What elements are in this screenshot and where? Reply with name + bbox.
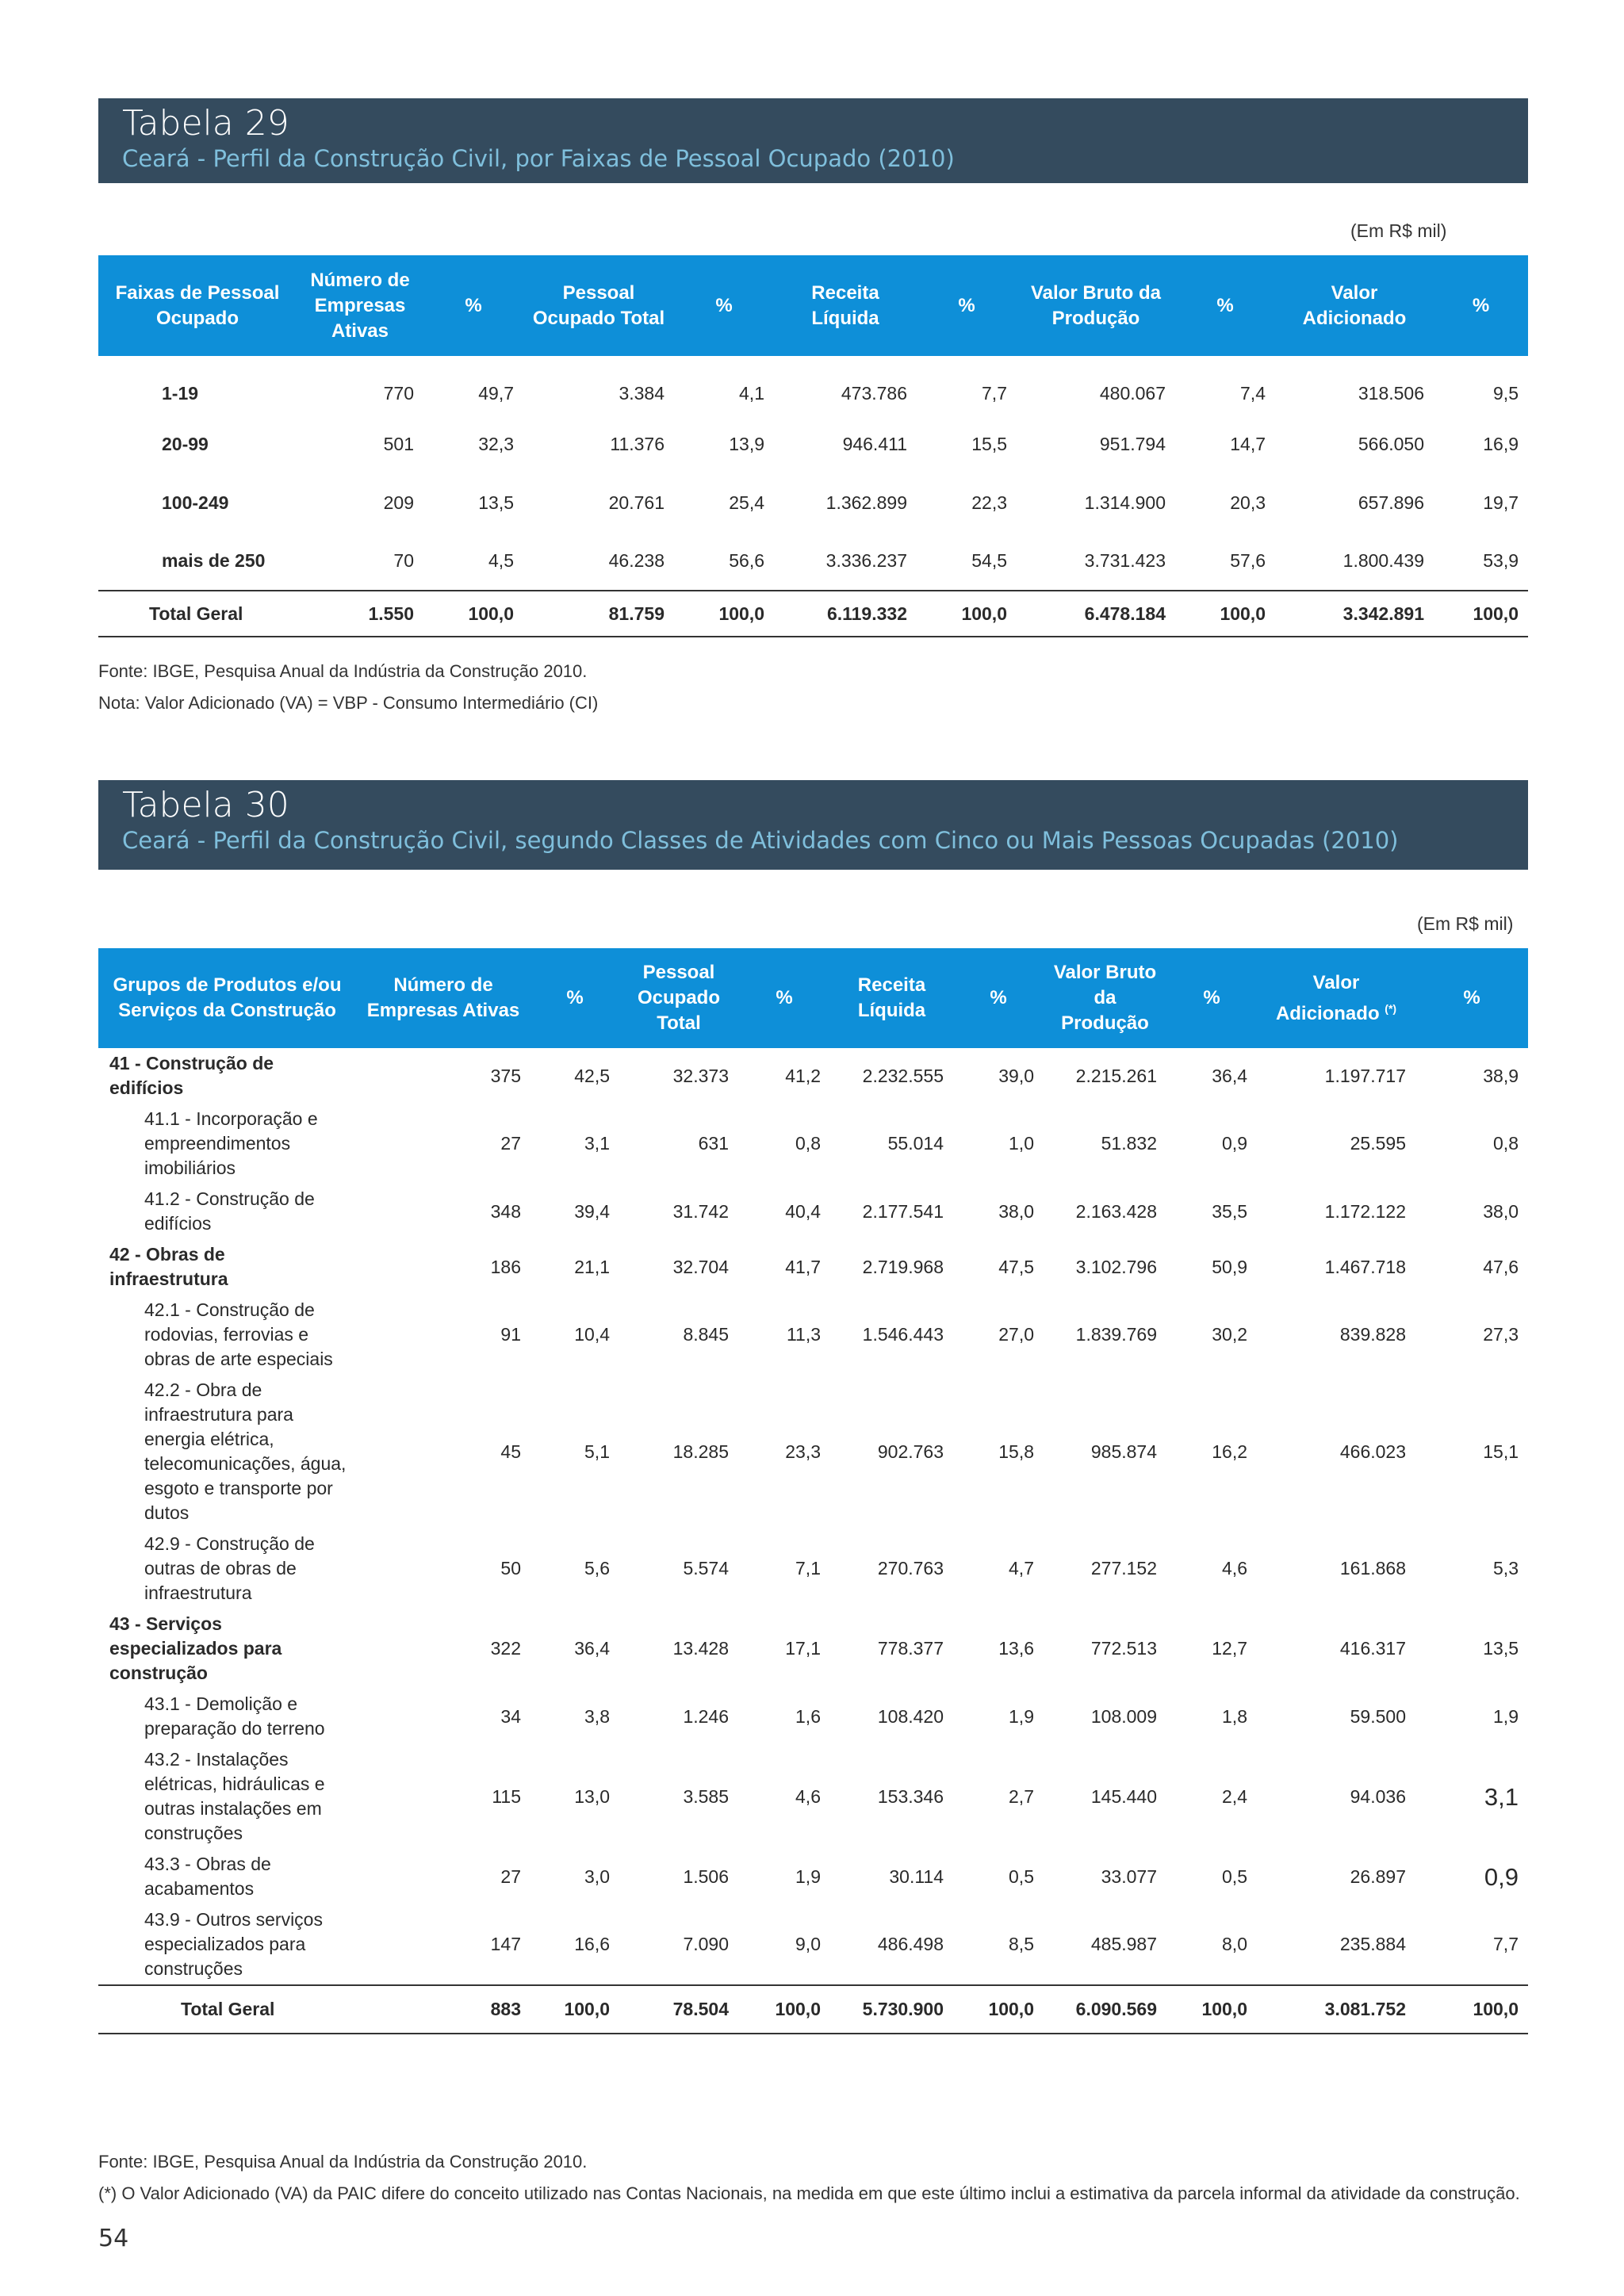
table-cell: 4,5 bbox=[488, 550, 514, 571]
table-cell: 209 bbox=[383, 492, 414, 513]
row-label: 43.1 - Demolição e preparação do terreno bbox=[144, 1693, 325, 1739]
table-row bbox=[98, 1184, 1528, 1239]
table-cell: 0,9 bbox=[1222, 1133, 1247, 1154]
table-30-body bbox=[98, 1048, 1528, 2034]
total-label: Total Geral bbox=[98, 1985, 356, 2034]
table-cell: 416.317 bbox=[1339, 1638, 1406, 1659]
row-label: 42 - Obras de infraestrutura bbox=[109, 1244, 228, 1289]
table-cell: 1.839.769 bbox=[1075, 1324, 1157, 1345]
table-cell: 59.500 bbox=[1350, 1705, 1406, 1727]
table-cell: 57,6 bbox=[1230, 550, 1266, 571]
row-label: 1-19 bbox=[162, 382, 199, 404]
table-cell: 115 bbox=[492, 1785, 521, 1807]
table-cell: 16,2 bbox=[1212, 1441, 1247, 1462]
table-row bbox=[98, 1529, 1528, 1609]
table-cell: 91 bbox=[500, 1324, 521, 1345]
table-cell: 8.845 bbox=[683, 1324, 729, 1345]
row-label: 43.3 - Obras de acabamentos bbox=[144, 1854, 271, 1899]
table-29-title: Tabela 29 bbox=[122, 103, 289, 144]
table-cell: 1,9 bbox=[795, 1866, 821, 1887]
column-header: Pessoal Ocupado Total bbox=[619, 948, 738, 1048]
table-cell: 0,8 bbox=[795, 1133, 821, 1154]
table-cell: 16,9 bbox=[1483, 433, 1519, 454]
table-cell: 778.377 bbox=[877, 1638, 944, 1659]
column-header: % bbox=[530, 948, 619, 1048]
total-cell: 883 bbox=[356, 1985, 530, 2034]
column-header: % bbox=[1166, 948, 1257, 1048]
table-cell: 25,4 bbox=[729, 492, 764, 513]
column-header: Receita Líquida bbox=[830, 948, 953, 1048]
table-29-banner bbox=[98, 98, 1528, 183]
total-cell: 100,0 bbox=[1166, 1985, 1257, 2034]
total-cell: 100,0 bbox=[1434, 591, 1528, 637]
table-cell: 13,5 bbox=[1483, 1638, 1519, 1659]
footnote-mark: (*) bbox=[1385, 1001, 1397, 1015]
table-cell: 94.036 bbox=[1350, 1785, 1406, 1807]
table-cell: 5,6 bbox=[584, 1558, 610, 1578]
column-header: Faixas de Pessoal Ocupado bbox=[98, 255, 297, 356]
table-cell: 480.067 bbox=[1099, 382, 1166, 404]
table-cell: 14,7 bbox=[1230, 433, 1266, 454]
table-30-source: Fonte: IBGE, Pesquisa Anual da Indústria da Construção 2010. bbox=[98, 2152, 588, 2172]
table-cell: 2,4 bbox=[1222, 1785, 1247, 1807]
table-29-note: Nota: Valor Adicionado (VA) = VBP - Consumo Intermediário (CI) bbox=[98, 693, 599, 713]
total-cell: 100,0 bbox=[674, 591, 774, 637]
table-cell: 2.163.428 bbox=[1075, 1200, 1157, 1222]
table-cell: 5,1 bbox=[584, 1441, 610, 1462]
table-29-body bbox=[98, 356, 1528, 637]
table-cell: 348 bbox=[490, 1200, 521, 1222]
table-cell: 15,8 bbox=[998, 1441, 1034, 1462]
table-cell: 30.114 bbox=[889, 1866, 944, 1887]
table-cell: 26.897 bbox=[1350, 1866, 1406, 1887]
row-label: 41 - Construção de edifícios bbox=[109, 1053, 274, 1098]
table-cell: 30,2 bbox=[1212, 1324, 1247, 1345]
column-header: Receita Líquida bbox=[774, 255, 917, 356]
table-cell: 3,8 bbox=[584, 1705, 610, 1727]
table-cell: 0,9 bbox=[1484, 1862, 1519, 1891]
total-cell: 6.478.184 bbox=[1017, 591, 1175, 637]
row-label: 42.2 - Obra de infraestrutura para energia elétrica, telecomunicações, água, esgoto e transporte por dutos bbox=[144, 1380, 347, 1523]
table-cell: 322 bbox=[490, 1638, 521, 1659]
table-cell: 1,9 bbox=[1493, 1705, 1519, 1727]
table-cell: 145.440 bbox=[1090, 1785, 1157, 1807]
table-cell: 3.384 bbox=[619, 382, 665, 404]
table-cell: 3.336.237 bbox=[825, 550, 907, 571]
table-row bbox=[98, 532, 1528, 591]
table-29-header-row bbox=[98, 255, 1528, 356]
column-header: % bbox=[1434, 255, 1528, 356]
total-label: Total Geral bbox=[98, 591, 297, 637]
table-cell: 485.987 bbox=[1090, 1934, 1157, 1954]
total-cell: 1.550 bbox=[297, 591, 423, 637]
table-cell: 35,5 bbox=[1212, 1200, 1247, 1222]
total-cell: 100,0 bbox=[738, 1985, 830, 2034]
table-cell: 27 bbox=[500, 1866, 521, 1887]
table-cell: 7,4 bbox=[1240, 382, 1266, 404]
table-cell: 2.232.555 bbox=[862, 1065, 944, 1086]
table-cell: 0,8 bbox=[1493, 1133, 1519, 1154]
table-cell: 56,6 bbox=[729, 550, 764, 571]
table-cell: 4,6 bbox=[795, 1785, 821, 1807]
total-row bbox=[98, 591, 1528, 637]
total-cell: 100,0 bbox=[1175, 591, 1275, 637]
table-cell: 5.574 bbox=[683, 1558, 729, 1578]
table-row bbox=[98, 1689, 1528, 1744]
table-cell: 27 bbox=[500, 1133, 521, 1154]
table-cell: 1.467.718 bbox=[1324, 1256, 1406, 1277]
table-cell: 17,1 bbox=[785, 1638, 821, 1659]
table-cell: 47,5 bbox=[998, 1256, 1034, 1277]
table-cell: 20,3 bbox=[1230, 492, 1266, 513]
row-label: 41.1 - Incorporação e empreendimentos imobiliários bbox=[144, 1108, 318, 1178]
table-cell: 13,5 bbox=[478, 492, 514, 513]
table-cell: 36,4 bbox=[1212, 1065, 1247, 1086]
table-row bbox=[98, 356, 1528, 415]
table-cell: 7,1 bbox=[795, 1558, 821, 1578]
table-cell: 1,0 bbox=[1009, 1133, 1034, 1154]
table-cell: 41,2 bbox=[785, 1065, 821, 1086]
column-header: % bbox=[953, 948, 1044, 1048]
table-cell: 1,6 bbox=[795, 1705, 821, 1727]
table-cell: 54,5 bbox=[971, 550, 1007, 571]
table-cell: 951.794 bbox=[1099, 433, 1166, 454]
column-header: Grupos de Produtos e/ou Serviços da Construção bbox=[98, 948, 356, 1048]
table-cell: 946.411 bbox=[842, 433, 907, 454]
column-header: Número de Empresas Ativas bbox=[297, 255, 423, 356]
table-cell: 13,9 bbox=[729, 433, 764, 454]
table-cell: 8,0 bbox=[1222, 1934, 1247, 1954]
table-cell: 15,5 bbox=[971, 433, 1007, 454]
table-cell: 34 bbox=[500, 1705, 521, 1727]
table-cell: 49,7 bbox=[478, 382, 514, 404]
table-cell: 2.177.541 bbox=[862, 1200, 944, 1222]
table-cell: 8,5 bbox=[1009, 1934, 1034, 1954]
table-cell: 38,9 bbox=[1483, 1065, 1519, 1086]
column-header: Número de Empresas Ativas bbox=[356, 948, 530, 1048]
column-header: % bbox=[917, 255, 1017, 356]
row-label: 42.9 - Construção de outras de obras de infraestrutura bbox=[144, 1533, 315, 1603]
table-cell: 11.376 bbox=[610, 433, 665, 454]
table-cell: 4,7 bbox=[1009, 1558, 1034, 1578]
table-cell: 27,3 bbox=[1483, 1324, 1519, 1345]
table-cell: 161.868 bbox=[1339, 1558, 1406, 1578]
table-cell: 50 bbox=[500, 1558, 521, 1578]
table-cell: 7,7 bbox=[982, 382, 1007, 404]
table-cell: 53,9 bbox=[1483, 550, 1519, 571]
table-cell: 7,7 bbox=[1493, 1934, 1519, 1954]
total-cell: 100,0 bbox=[953, 1985, 1044, 2034]
table-30-note: (*) O Valor Adicionado (VA) da PAIC difere do conceito utilizado nas Contas Nacionais, na medida em que este último inclui a estimativa da parcela informal da atividade da construção. bbox=[98, 2183, 1520, 2203]
row-label: 43.2 - Instalações elétricas, hidráulicas e outras instalações em construções bbox=[144, 1749, 325, 1843]
table-30 bbox=[98, 948, 1528, 2034]
table-cell: 501 bbox=[383, 433, 414, 454]
table-cell: 1,8 bbox=[1222, 1705, 1247, 1727]
table-cell: 36,4 bbox=[574, 1638, 610, 1659]
table-cell: 1.362.899 bbox=[825, 492, 907, 513]
table-cell: 70 bbox=[393, 550, 414, 571]
table-cell: 1.246 bbox=[683, 1705, 729, 1727]
table-cell: 23,3 bbox=[785, 1441, 821, 1462]
table-cell: 39,0 bbox=[998, 1065, 1034, 1086]
table-cell: 4,1 bbox=[739, 382, 764, 404]
table-cell: 11,3 bbox=[786, 1324, 821, 1345]
table-cell: 19,7 bbox=[1483, 492, 1519, 513]
table-29-unit: (Em R$ mil) bbox=[1350, 220, 1447, 241]
table-cell: 1.546.443 bbox=[862, 1324, 944, 1345]
table-cell: 186 bbox=[490, 1256, 521, 1277]
table-cell: 15,1 bbox=[1483, 1441, 1519, 1462]
table-cell: 375 bbox=[490, 1065, 521, 1086]
table-cell: 270.763 bbox=[877, 1558, 944, 1578]
table-cell: 22,3 bbox=[971, 492, 1007, 513]
table-cell: 1.506 bbox=[683, 1866, 729, 1887]
table-cell: 277.152 bbox=[1090, 1558, 1157, 1578]
column-header: Pessoal Ocupado Total bbox=[523, 255, 674, 356]
table-cell: 27,0 bbox=[998, 1324, 1034, 1345]
table-29-subtitle: Ceará - Perfil da Construção Civil, por Faixas de Pessoal Ocupado (2010) bbox=[122, 145, 955, 172]
table-30-title: Tabela 30 bbox=[122, 785, 289, 825]
column-header: % bbox=[738, 948, 830, 1048]
total-cell: 5.730.900 bbox=[830, 1985, 953, 2034]
table-cell: 31.742 bbox=[672, 1200, 729, 1222]
table-30-unit: (Em R$ mil) bbox=[1417, 913, 1514, 934]
table-cell: 3.585 bbox=[683, 1785, 729, 1807]
table-cell: 486.498 bbox=[877, 1934, 944, 1954]
column-header: % bbox=[423, 255, 523, 356]
table-cell: 1.314.900 bbox=[1084, 492, 1166, 513]
table-cell: 631 bbox=[698, 1133, 729, 1154]
table-cell: 466.023 bbox=[1339, 1441, 1406, 1462]
total-cell: 3.081.752 bbox=[1257, 1985, 1415, 2034]
table-row bbox=[98, 1104, 1528, 1184]
table-row bbox=[98, 1744, 1528, 1849]
total-row bbox=[98, 1985, 1528, 2034]
column-header: Valor Adicionado (*) bbox=[1257, 948, 1415, 1048]
table-cell: 0,5 bbox=[1009, 1866, 1034, 1887]
table-cell: 657.896 bbox=[1358, 492, 1424, 513]
table-cell: 47,6 bbox=[1483, 1256, 1519, 1277]
total-cell: 6.119.332 bbox=[774, 591, 917, 637]
total-cell: 3.342.891 bbox=[1275, 591, 1434, 637]
table-cell: 4,6 bbox=[1222, 1558, 1247, 1578]
table-row bbox=[98, 1904, 1528, 1985]
table-row bbox=[98, 473, 1528, 532]
table-cell: 38,0 bbox=[1483, 1200, 1519, 1222]
table-cell: 13,6 bbox=[998, 1638, 1034, 1659]
table-cell: 839.828 bbox=[1339, 1324, 1406, 1345]
table-row bbox=[98, 1609, 1528, 1689]
row-label: 42.1 - Construção de rodovias, ferrovias e obras de arte especiais bbox=[144, 1299, 333, 1369]
table-cell: 772.513 bbox=[1090, 1638, 1157, 1659]
table-30-header-row bbox=[98, 948, 1528, 1048]
table-cell: 51.832 bbox=[1101, 1133, 1157, 1154]
table-cell: 13,0 bbox=[574, 1785, 610, 1807]
table-cell: 21,1 bbox=[574, 1256, 610, 1277]
table-cell: 10,4 bbox=[574, 1324, 610, 1345]
total-cell: 78.504 bbox=[619, 1985, 738, 2034]
table-cell: 38,0 bbox=[998, 1200, 1034, 1222]
column-header: % bbox=[1175, 255, 1275, 356]
table-cell: 32.704 bbox=[672, 1256, 729, 1277]
table-cell: 25.595 bbox=[1350, 1133, 1406, 1154]
table-cell: 3.102.796 bbox=[1075, 1256, 1157, 1277]
table-30-subtitle: Ceará - Perfil da Construção Civil, segundo Classes de Atividades com Cinco ou Mais Pessoas Ocupadas (2010) bbox=[122, 827, 1399, 854]
table-cell: 42,5 bbox=[574, 1065, 610, 1086]
table-cell: 41,7 bbox=[785, 1256, 821, 1277]
row-label: 20-99 bbox=[162, 433, 209, 454]
table-cell: 5,3 bbox=[1493, 1558, 1519, 1578]
table-cell: 3,1 bbox=[584, 1133, 610, 1154]
table-row bbox=[98, 1048, 1528, 1104]
table-cell: 18.285 bbox=[672, 1441, 729, 1462]
table-row bbox=[98, 1375, 1528, 1529]
table-30-banner bbox=[98, 780, 1528, 870]
row-label: mais de 250 bbox=[162, 550, 266, 571]
total-cell: 81.759 bbox=[523, 591, 674, 637]
column-header: Valor Adicionado bbox=[1275, 255, 1434, 356]
page-number: 54 bbox=[98, 2225, 129, 2252]
table-cell: 3,1 bbox=[1484, 1782, 1519, 1811]
total-cell: 100,0 bbox=[1415, 1985, 1528, 2034]
table-cell: 1.172.122 bbox=[1324, 1200, 1406, 1222]
table-cell: 147 bbox=[490, 1934, 521, 1954]
table-cell: 2,7 bbox=[1009, 1785, 1034, 1807]
table-cell: 9,0 bbox=[795, 1934, 821, 1954]
table-cell: 1.197.717 bbox=[1324, 1065, 1406, 1086]
table-cell: 566.050 bbox=[1358, 433, 1424, 454]
table-cell: 50,9 bbox=[1212, 1256, 1247, 1277]
table-cell: 39,4 bbox=[574, 1200, 610, 1222]
table-cell: 985.874 bbox=[1090, 1441, 1157, 1462]
total-cell: 100,0 bbox=[530, 1985, 619, 2034]
table-cell: 235.884 bbox=[1339, 1934, 1406, 1954]
table-cell: 318.506 bbox=[1358, 382, 1424, 404]
row-label: 100-249 bbox=[162, 492, 229, 513]
table-row bbox=[98, 415, 1528, 473]
table-cell: 13.428 bbox=[672, 1638, 729, 1659]
column-header: Valor Bruto da Produção bbox=[1017, 255, 1175, 356]
table-cell: 902.763 bbox=[877, 1441, 944, 1462]
table-cell: 2.719.968 bbox=[862, 1256, 944, 1277]
row-label: 43.9 - Outros serviços especializados para construções bbox=[144, 1909, 323, 1979]
table-29-source: Fonte: IBGE, Pesquisa Anual da Indústria da Construção 2010. bbox=[98, 661, 588, 681]
row-label: 41.2 - Construção de edifícios bbox=[144, 1188, 315, 1234]
table-cell: 3,0 bbox=[584, 1866, 610, 1887]
table-29 bbox=[98, 255, 1528, 637]
table-row bbox=[98, 1849, 1528, 1904]
table-row bbox=[98, 1239, 1528, 1295]
table-cell: 108.009 bbox=[1090, 1705, 1157, 1727]
table-cell: 770 bbox=[383, 382, 414, 404]
table-cell: 20.761 bbox=[608, 492, 665, 513]
table-row bbox=[98, 1295, 1528, 1375]
table-cell: 7.090 bbox=[683, 1934, 729, 1954]
table-cell: 3.731.423 bbox=[1084, 550, 1166, 571]
column-header: Valor Bruto da Produção bbox=[1044, 948, 1166, 1048]
table-cell: 1.800.439 bbox=[1342, 550, 1424, 571]
table-cell: 16,6 bbox=[574, 1934, 610, 1954]
total-cell: 100,0 bbox=[917, 591, 1017, 637]
table-cell: 9,5 bbox=[1493, 382, 1519, 404]
table-cell: 153.346 bbox=[877, 1785, 944, 1807]
table-cell: 33.077 bbox=[1101, 1866, 1157, 1887]
total-cell: 6.090.569 bbox=[1044, 1985, 1166, 2034]
row-label: 43 - Serviços especializados para construção bbox=[109, 1613, 282, 1683]
table-cell: 40,4 bbox=[785, 1200, 821, 1222]
table-cell: 32,3 bbox=[478, 433, 514, 454]
table-cell: 12,7 bbox=[1212, 1638, 1247, 1659]
table-cell: 0,5 bbox=[1222, 1866, 1247, 1887]
table-cell: 1,9 bbox=[1009, 1705, 1034, 1727]
table-cell: 32.373 bbox=[672, 1065, 729, 1086]
table-cell: 55.014 bbox=[887, 1133, 944, 1154]
table-cell: 46.238 bbox=[608, 550, 665, 571]
table-cell: 108.420 bbox=[877, 1705, 944, 1727]
table-cell: 2.215.261 bbox=[1075, 1065, 1157, 1086]
column-header: % bbox=[674, 255, 774, 356]
column-header: % bbox=[1415, 948, 1528, 1048]
table-cell: 45 bbox=[500, 1441, 521, 1462]
table-cell: 473.786 bbox=[841, 382, 907, 404]
total-cell: 100,0 bbox=[423, 591, 523, 637]
